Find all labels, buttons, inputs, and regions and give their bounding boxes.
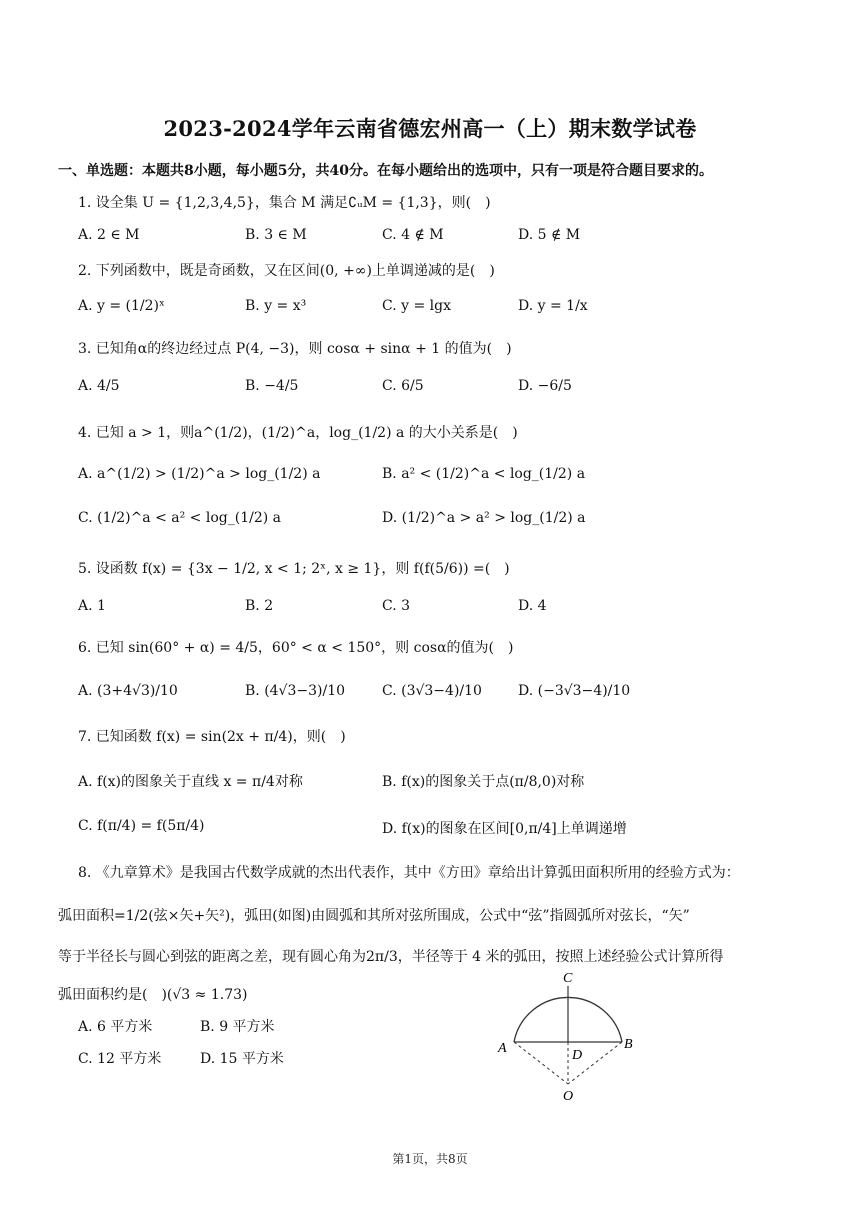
page-footer: 第1页，共8页 (392, 1152, 468, 1166)
question-4-stem: 4. 已知 a > 1，则a^(1/2)，(1/2)^a，log_(1/2) a 的大小关系是( ) (78, 425, 518, 441)
q3-option-c: C. 6/5 (382, 378, 424, 394)
question-8-line-3: 等于半径长与圆心到弦的距离之差，现有圆心角为2π/3，半径等于 4 米的弧田，按照上述经验公式计算所得 (58, 949, 724, 965)
q3-option-b: B. −4/5 (245, 378, 299, 394)
q5-option-b: B. 2 (245, 598, 274, 614)
q1-option-c: C. 4 ∉ M (382, 227, 444, 243)
q6-option-b: B. (4√3−3)/10 (245, 683, 346, 699)
q2-option-c: C. y = lgx (382, 298, 451, 314)
section-heading: 一、单选题：本题共8小题，每小题5分，共40分。在每小题给出的选项中，只有一项是符合题目要求的。 (58, 163, 713, 179)
q6-option-a: A. (3+4√3)/10 (78, 683, 178, 699)
label-o: O (563, 1089, 574, 1104)
label-a: A (498, 1041, 507, 1056)
question-8-line-1: 8. 《九章算术》是我国古代数学成就的杰出代表作，其中《方田》章给出计算弧田面积所用的经验方式为： (78, 865, 740, 881)
page-title: 2023-2024学年云南省德宏州高一（上）期末数学试卷 (163, 116, 697, 141)
label-c: C (563, 971, 573, 986)
arc-field-diagram (496, 966, 646, 1106)
q1-option-a: A. 2 ∈ M (78, 227, 140, 243)
q4-option-c: C. (1/2)^a < a² < log_(1/2) a (78, 510, 281, 526)
q8-option-b: B. 9 平方米 (200, 1019, 275, 1035)
q3-option-d: D. −6/5 (518, 378, 572, 394)
q1-option-d: D. 5 ∉ M (518, 227, 581, 243)
q1-option-b: B. 3 ∈ M (245, 227, 307, 243)
q6-option-d: D. (−3√3−4)/10 (518, 683, 631, 699)
q5-option-c: C. 3 (382, 598, 411, 614)
label-b: B (624, 1037, 633, 1052)
q4-option-b: B. a² < (1/2)^a < log_(1/2) a (382, 466, 586, 482)
q2-option-b: B. y = x³ (245, 298, 307, 314)
question-3-stem: 3. 已知角α的终边经过点 P(4, −3)，则 cosα + sinα + 1 的值为( ) (78, 341, 512, 357)
q3-option-a: A. 4/5 (78, 378, 120, 394)
question-5-stem: 5. 设函数 f(x) = {3x − 1/2, x < 1; 2ˣ, x ≥ 1}，则 f(f(5/6)) =( ) (78, 561, 510, 577)
q2-option-a: A. y = (1/2)ˣ (78, 298, 165, 314)
q4-option-a: A. a^(1/2) > (1/2)^a > log_(1/2) a (78, 466, 321, 482)
question-1-stem: 1. 设全集 U = {1,2,3,4,5}，集合 M 满足∁ᵤM = {1,3}，则( ) (78, 195, 491, 211)
q8-option-c: C. 12 平方米 (78, 1051, 162, 1067)
q7-option-b: B. f(x)的图象关于点(π/8,0)对称 (382, 774, 585, 790)
q7-option-a: A. f(x)的图象关于直线 x = π/4对称 (78, 774, 303, 790)
question-6-stem: 6. 已知 sin(60° + α) = 4/5，60° < α < 150°，则 cosα的值为( ) (78, 640, 514, 656)
q8-option-d: D. 15 平方米 (200, 1051, 284, 1067)
q2-option-d: D. y = 1/x (518, 298, 588, 314)
question-8-line-4: 弧田面积约是( )(√3 ≈ 1.73) (58, 987, 248, 1003)
q5-option-a: A. 1 (78, 598, 106, 614)
q7-option-c: C. f(π/4) = f(5π/4) (78, 818, 205, 834)
question-8-line-2: 弧田面积=1/2(弦×矢+矢²)，弧田(如图)由圆弧和其所对弦所围成，公式中“弦”指圆弧所对弦长，“矢” (58, 908, 690, 924)
q8-option-a: A. 6 平方米 (78, 1019, 153, 1035)
q5-option-d: D. 4 (518, 598, 547, 614)
label-d: D (572, 1048, 583, 1063)
q4-option-d: D. (1/2)^a > a² > log_(1/2) a (382, 510, 586, 526)
segment-ao (514, 1042, 568, 1084)
question-7-stem: 7. 已知函数 f(x) = sin(2x + π/4)，则( ) (78, 729, 346, 745)
q7-option-d: D. f(x)的图象在区间[0,π/4]上单调递增 (382, 821, 627, 837)
question-2-stem: 2. 下列函数中，既是奇函数，又在区间(0, +∞)上单调递减的是( ) (78, 263, 495, 279)
q6-option-c: C. (3√3−4)/10 (382, 683, 482, 699)
